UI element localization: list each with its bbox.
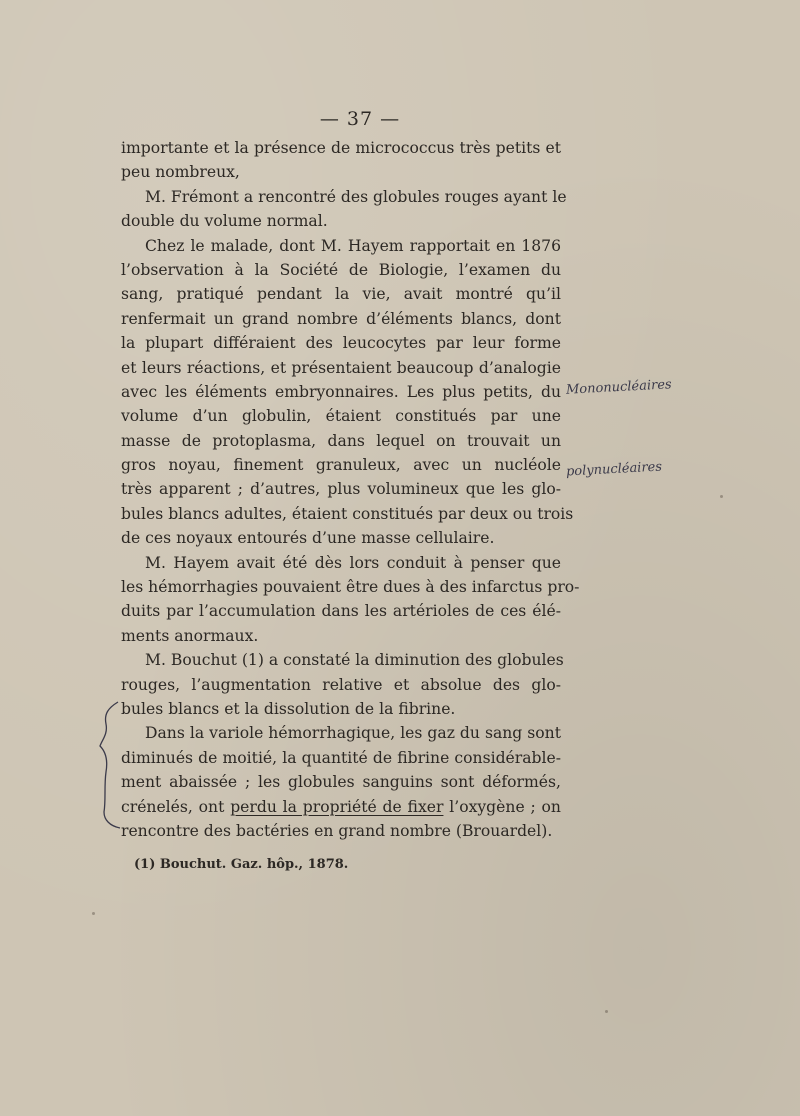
text-line: Dans la variole hémorrhagique, les gaz du sang sont <box>145 724 561 743</box>
text-line: de ces noyaux entourés d’une masse cellulaire. <box>121 529 495 548</box>
text-line: rouges, l’augmentation relative et absolue des glo- <box>121 675 561 694</box>
text-line: l’observation à la Société de Biologie, l’examen du <box>121 260 561 279</box>
text-line: peu nombreux, <box>121 163 240 182</box>
text-line: très apparent ; d’autres, plus volumineux que les glo- <box>121 480 561 499</box>
text-segment: l’oxygène ; on <box>449 797 561 816</box>
text-line: double du volume normal. <box>121 212 328 231</box>
text-line: duits par l’accumulation dans les artérioles de ces élé- <box>121 602 561 621</box>
text-line: M. Bouchut (1) a constaté la diminution des globules <box>145 651 564 670</box>
body-text <box>121 136 580 843</box>
text-line: et leurs réactions, et présentaient beaucoup d’analogie <box>121 358 561 377</box>
text-line: volume d’un globulin, étaient constitués par une <box>121 407 561 426</box>
text-line: sang, pratiqué pendant la vie, avait montré qu’il <box>121 285 561 304</box>
text-line-underlined <box>121 795 561 819</box>
paper-speck <box>92 912 95 915</box>
handwritten-margin-note-2: polynucléaires <box>565 459 663 480</box>
paper-speck <box>605 1010 608 1013</box>
text-line: bules blancs et la dissolution de la fibrine. <box>121 699 456 718</box>
handwritten-bracket-mark <box>98 700 122 830</box>
text-line: ment abaissée ; les globules sanguins sont déformés, <box>121 773 561 792</box>
text-line: masse de protoplasma, dans lequel on trouvait un <box>121 431 561 450</box>
text-line: ments anormaux. <box>121 626 259 645</box>
underlined-phrase: perdu la propriété de fixer <box>230 797 444 816</box>
text-line: la plupart différaient des leucocytes par leur forme <box>121 334 561 353</box>
text-line: renfermait un grand nombre d’éléments blancs, dont <box>121 309 561 328</box>
text-line: gros noyau, finement granuleux, avec un nucléole <box>121 456 561 475</box>
text-segment: crénelés, ont <box>121 797 225 816</box>
text-line: importante et la présence de micrococcus très petits et <box>121 139 561 157</box>
footnote: (1) Bouchut. Gaz. hôp., 1878. <box>134 857 349 872</box>
text-line: bules blancs adultes, étaient constitués par deux ou trois <box>121 504 574 523</box>
handwritten-margin-note-1: Mononucléaires <box>565 377 673 398</box>
text-line: M. Frémont a rencontré des globules rouges ayant le <box>145 187 567 206</box>
text-line: avec les éléments embryonnaires. Les plus petits, du <box>121 382 561 401</box>
text-line: M. Hayem avait été dès lors conduit à penser que <box>145 553 561 572</box>
text-line: Chez le malade, dont M. Hayem rapportait en 1876 <box>145 236 561 255</box>
paper-speck <box>720 495 723 498</box>
page-number: — 37 — <box>319 108 401 130</box>
text-line: rencontre des bactéries en grand nombre (Brouardel). <box>121 821 553 840</box>
text-line: les hémorrhagies pouvaient être dues à des infarctus pro- <box>121 578 580 597</box>
text-line: diminués de moitié, la quantité de fibrine considérable- <box>121 748 561 767</box>
